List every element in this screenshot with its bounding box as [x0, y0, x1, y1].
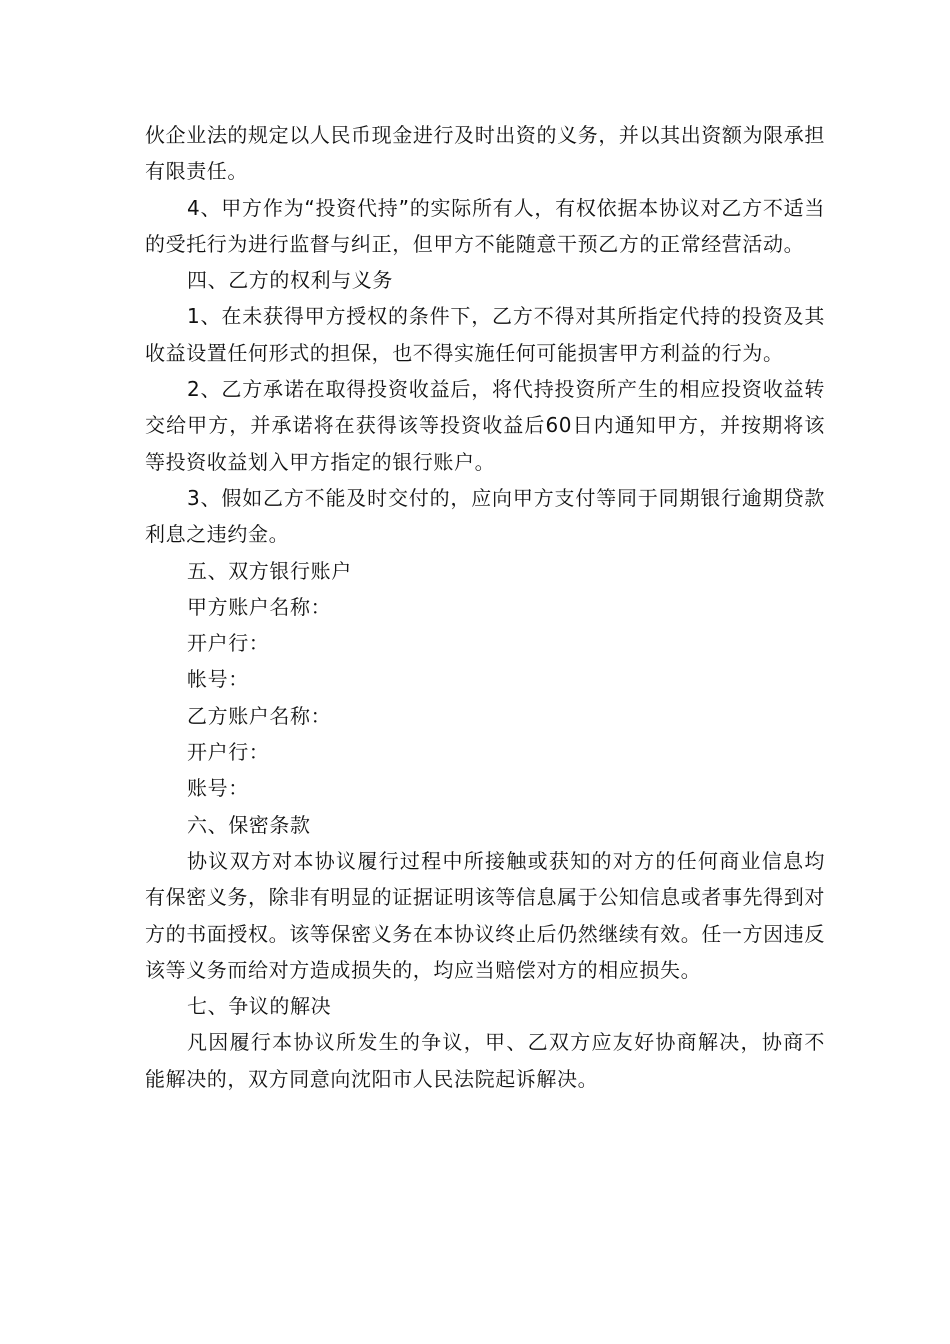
field-party-b-bank: 开户行： — [187, 740, 270, 765]
field-party-a-bank: 开户行： — [187, 631, 270, 656]
field-party-a-account-name: 甲方账户名称： — [187, 594, 332, 619]
paragraph-transfer-income: 2、乙方承诺在取得投资收益后，将代持投资所产生的相应投资收益转交给甲方，并承诺将在获得该等投资收益后60日内通知甲方，并按期将该等投资收益划入甲方指定的银行账户。 — [145, 377, 825, 474]
section-heading-party-b-rights: 四、乙方的权利与义务 — [187, 268, 393, 293]
section-heading-dispute-resolution: 七、争议的解决 — [187, 994, 332, 1019]
paragraph-no-guarantee: 1、在未获得甲方授权的条件下，乙方不得对其所指定代持的投资及其收益设置任何形式的担保，也不得实施任何可能损害甲方利益的行为。 — [145, 304, 825, 365]
field-party-a-account-number: 帐号： — [187, 667, 249, 692]
paragraph-party-a-supervision: 4、甲方作为“投资代持”的实际所有人，有权依据本协议对乙方不适当的受托行为进行监督与纠正，但甲方不能随意干预乙方的正常经营活动。 — [145, 195, 825, 256]
section-heading-bank-accounts: 五、双方银行账户 — [187, 558, 352, 583]
paragraph-dispute-resolution: 凡因履行本协议所发生的争议，甲、乙双方应友好协商解决，协商不能解决的，双方同意向沈阳市人民法院起诉解决。 — [145, 1030, 825, 1091]
paragraph-partnership-capital: 伙企业法的规定以人民币现金进行及时出资的义务，并以其出资额为限承担有限责任。 — [145, 123, 825, 184]
paragraph-penalty: 3、假如乙方不能及时交付的，应向甲方支付等同于同期银行逾期贷款利息之违约金。 — [145, 485, 825, 547]
paragraph-confidentiality: 协议双方对本协议履行过程中所接触或获知的对方的任何商业信息均有保密义务，除非有明显的证据证明该等信息属于公知信息或者事先得到对方的书面授权。该等保密义务在本协议终止后仍然继续有效。任一方因违反该等义务而给对方造成损失的，均应当赔偿对方的相应损失。 — [145, 848, 825, 982]
field-party-b-account-number: 账号： — [187, 776, 249, 801]
document-body — [145, 117, 825, 1097]
field-party-b-account-name: 乙方账户名称： — [187, 703, 332, 728]
section-heading-confidentiality: 六、保密条款 — [187, 812, 311, 837]
